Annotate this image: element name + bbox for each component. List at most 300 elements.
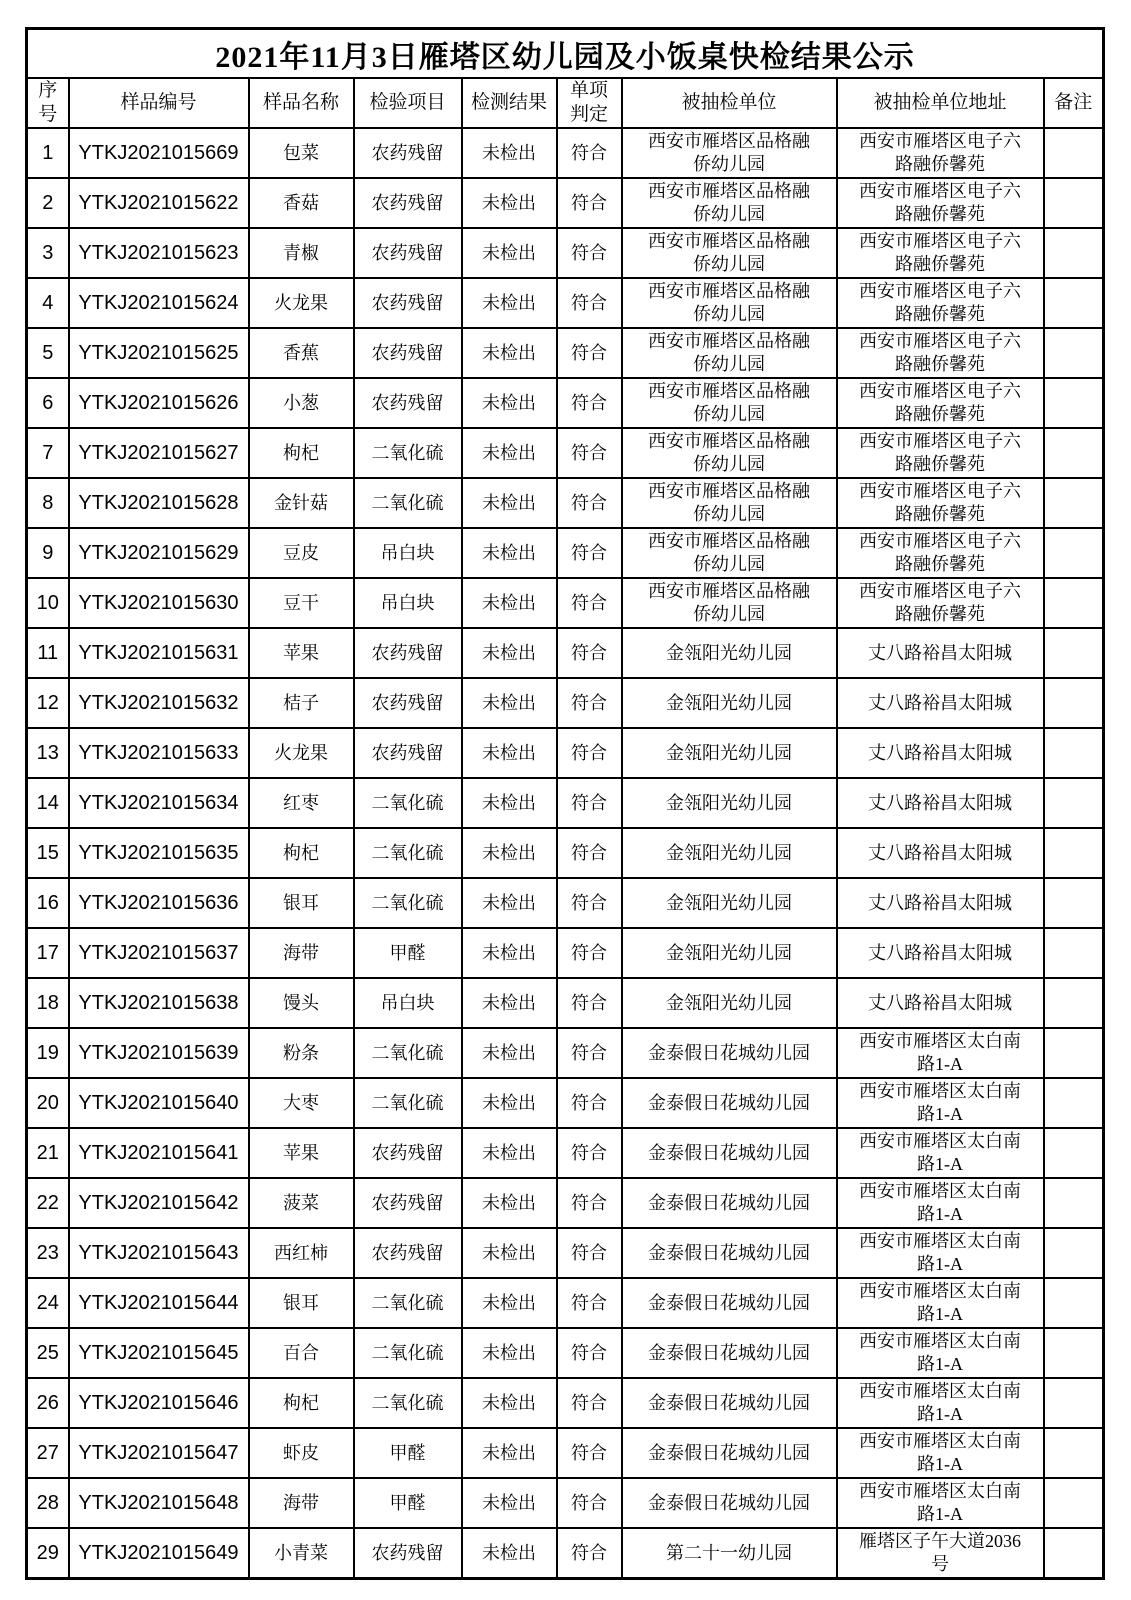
cell-name: 海带 [249, 1478, 354, 1528]
table-row [27, 628, 1104, 678]
cell-remark [1044, 1028, 1104, 1078]
cell-unit: 西安市雁塔区品格融侨幼儿园 [622, 578, 837, 628]
cell-item: 农药残留 [354, 328, 462, 378]
cell-address: 雁塔区子午大道2036号 [837, 1528, 1044, 1579]
table-row [27, 378, 1104, 428]
cell-no: 1 [27, 128, 69, 178]
cell-address: 西安市雁塔区电子六路融侨馨苑 [837, 478, 1044, 528]
table-row [27, 678, 1104, 728]
cell-judgment: 符合 [557, 1078, 622, 1128]
cell-remark [1044, 378, 1104, 428]
column-header-unit: 被抽检单位 [622, 78, 837, 128]
cell-remark [1044, 478, 1104, 528]
table-row [27, 928, 1104, 978]
cell-item: 农药残留 [354, 128, 462, 178]
cell-judgment: 符合 [557, 1228, 622, 1278]
cell-judgment: 符合 [557, 1378, 622, 1428]
cell-unit: 西安市雁塔区品格融侨幼儿园 [622, 128, 837, 178]
cell-judgment: 符合 [557, 228, 622, 278]
cell-judgment: 符合 [557, 128, 622, 178]
cell-name: 火龙果 [249, 728, 354, 778]
cell-remark [1044, 828, 1104, 878]
cell-result: 未检出 [462, 628, 557, 678]
cell-result: 未检出 [462, 1478, 557, 1528]
cell-remark [1044, 728, 1104, 778]
cell-result: 未检出 [462, 228, 557, 278]
cell-no: 2 [27, 178, 69, 228]
cell-judgment: 符合 [557, 478, 622, 528]
cell-sample_no: YTKJ2021015645 [69, 1328, 249, 1378]
cell-name: 海带 [249, 928, 354, 978]
cell-address: 丈八路裕昌太阳城 [837, 778, 1044, 828]
cell-item: 农药残留 [354, 178, 462, 228]
cell-remark [1044, 1378, 1104, 1428]
cell-unit: 金瓴阳光幼儿园 [622, 928, 837, 978]
cell-no: 22 [27, 1178, 69, 1228]
cell-address: 西安市雁塔区太白南路1-A [837, 1228, 1044, 1278]
cell-sample_no: YTKJ2021015633 [69, 728, 249, 778]
cell-item: 二氧化硫 [354, 1278, 462, 1328]
cell-judgment: 符合 [557, 578, 622, 628]
table-row [27, 878, 1104, 928]
cell-sample_no: YTKJ2021015646 [69, 1378, 249, 1428]
cell-remark [1044, 578, 1104, 628]
cell-judgment: 符合 [557, 1128, 622, 1178]
cell-judgment: 符合 [557, 778, 622, 828]
cell-no: 3 [27, 228, 69, 278]
table-row [27, 1128, 1104, 1178]
cell-address: 西安市雁塔区太白南路1-A [837, 1278, 1044, 1328]
cell-judgment: 符合 [557, 928, 622, 978]
cell-result: 未检出 [462, 928, 557, 978]
cell-result: 未检出 [462, 678, 557, 728]
cell-name: 香菇 [249, 178, 354, 228]
cell-sample_no: YTKJ2021015622 [69, 178, 249, 228]
cell-unit: 金瓴阳光幼儿园 [622, 828, 837, 878]
cell-no: 4 [27, 278, 69, 328]
cell-remark [1044, 1078, 1104, 1128]
cell-sample_no: YTKJ2021015639 [69, 1028, 249, 1078]
cell-name: 苹果 [249, 628, 354, 678]
cell-sample_no: YTKJ2021015624 [69, 278, 249, 328]
table-row [27, 178, 1104, 228]
cell-item: 二氧化硫 [354, 828, 462, 878]
cell-result: 未检出 [462, 1278, 557, 1328]
table-row [27, 228, 1104, 278]
cell-no: 23 [27, 1228, 69, 1278]
cell-item: 农药残留 [354, 228, 462, 278]
cell-sample_no: YTKJ2021015631 [69, 628, 249, 678]
cell-name: 粉条 [249, 1028, 354, 1078]
cell-judgment: 符合 [557, 1428, 622, 1478]
column-header-item: 检验项目 [354, 78, 462, 128]
cell-result: 未检出 [462, 578, 557, 628]
cell-judgment: 符合 [557, 278, 622, 328]
cell-judgment: 符合 [557, 178, 622, 228]
column-header-name: 样品名称 [249, 78, 354, 128]
cell-sample_no: YTKJ2021015626 [69, 378, 249, 428]
cell-judgment: 符合 [557, 878, 622, 928]
cell-item: 农药残留 [354, 628, 462, 678]
cell-judgment: 符合 [557, 428, 622, 478]
cell-sample_no: YTKJ2021015636 [69, 878, 249, 928]
cell-no: 27 [27, 1428, 69, 1478]
cell-item: 吊白块 [354, 578, 462, 628]
cell-address: 丈八路裕昌太阳城 [837, 728, 1044, 778]
cell-sample_no: YTKJ2021015644 [69, 1278, 249, 1328]
cell-item: 农药残留 [354, 1128, 462, 1178]
cell-no: 12 [27, 678, 69, 728]
cell-address: 西安市雁塔区太白南路1-A [837, 1178, 1044, 1228]
cell-address: 西安市雁塔区太白南路1-A [837, 1478, 1044, 1528]
cell-result: 未检出 [462, 1328, 557, 1378]
table-row [27, 778, 1104, 828]
cell-name: 豆干 [249, 578, 354, 628]
cell-unit: 西安市雁塔区品格融侨幼儿园 [622, 478, 837, 528]
cell-no: 18 [27, 978, 69, 1028]
header-row [27, 78, 1104, 128]
cell-result: 未检出 [462, 178, 557, 228]
table-row [27, 1028, 1104, 1078]
cell-sample_no: YTKJ2021015623 [69, 228, 249, 278]
cell-item: 农药残留 [354, 728, 462, 778]
cell-judgment: 符合 [557, 828, 622, 878]
cell-no: 17 [27, 928, 69, 978]
cell-remark [1044, 278, 1104, 328]
cell-sample_no: YTKJ2021015634 [69, 778, 249, 828]
cell-item: 农药残留 [354, 1228, 462, 1278]
cell-result: 未检出 [462, 1178, 557, 1228]
cell-unit: 金瓴阳光幼儿园 [622, 878, 837, 928]
cell-unit: 金泰假日花城幼儿园 [622, 1228, 837, 1278]
cell-result: 未检出 [462, 828, 557, 878]
cell-address: 西安市雁塔区电子六路融侨馨苑 [837, 528, 1044, 578]
cell-no: 10 [27, 578, 69, 628]
column-header-address: 被抽检单位地址 [837, 78, 1044, 128]
cell-address: 西安市雁塔区电子六路融侨馨苑 [837, 328, 1044, 378]
cell-name: 金针菇 [249, 478, 354, 528]
cell-result: 未检出 [462, 1528, 557, 1579]
cell-sample_no: YTKJ2021015669 [69, 128, 249, 178]
cell-no: 11 [27, 628, 69, 678]
cell-no: 5 [27, 328, 69, 378]
cell-item: 甲醛 [354, 1478, 462, 1528]
cell-unit: 西安市雁塔区品格融侨幼儿园 [622, 428, 837, 478]
cell-address: 西安市雁塔区太白南路1-A [837, 1128, 1044, 1178]
cell-address: 西安市雁塔区电子六路融侨馨苑 [837, 578, 1044, 628]
table-row [27, 1228, 1104, 1278]
column-header-result: 检测结果 [462, 78, 557, 128]
column-header-no: 序号 [27, 78, 69, 128]
cell-sample_no: YTKJ2021015635 [69, 828, 249, 878]
table-row [27, 1478, 1104, 1528]
table-row [27, 1428, 1104, 1478]
cell-name: 包菜 [249, 128, 354, 178]
cell-judgment: 符合 [557, 678, 622, 728]
table-row [27, 1178, 1104, 1228]
cell-item: 农药残留 [354, 1528, 462, 1579]
cell-unit: 金泰假日花城幼儿园 [622, 1128, 837, 1178]
cell-address: 丈八路裕昌太阳城 [837, 978, 1044, 1028]
table-row [27, 978, 1104, 1028]
cell-item: 二氧化硫 [354, 428, 462, 478]
table-row [27, 1078, 1104, 1128]
cell-judgment: 符合 [557, 1478, 622, 1528]
cell-remark [1044, 178, 1104, 228]
title-row [27, 29, 1104, 79]
cell-sample_no: YTKJ2021015627 [69, 428, 249, 478]
cell-judgment: 符合 [557, 1278, 622, 1328]
cell-result: 未检出 [462, 778, 557, 828]
cell-item: 吊白块 [354, 978, 462, 1028]
table-row [27, 828, 1104, 878]
cell-sample_no: YTKJ2021015638 [69, 978, 249, 1028]
table-row [27, 528, 1104, 578]
table-row [27, 1378, 1104, 1428]
cell-unit: 金瓴阳光幼儿园 [622, 778, 837, 828]
cell-name: 枸杞 [249, 828, 354, 878]
cell-result: 未检出 [462, 728, 557, 778]
cell-name: 豆皮 [249, 528, 354, 578]
cell-address: 西安市雁塔区电子六路融侨馨苑 [837, 378, 1044, 428]
cell-sample_no: YTKJ2021015647 [69, 1428, 249, 1478]
column-header-judgment: 单项判定 [557, 78, 622, 128]
cell-result: 未检出 [462, 878, 557, 928]
table-head [27, 29, 1104, 129]
cell-address: 西安市雁塔区电子六路融侨馨苑 [837, 278, 1044, 328]
cell-judgment: 符合 [557, 1028, 622, 1078]
cell-sample_no: YTKJ2021015637 [69, 928, 249, 978]
table-row [27, 578, 1104, 628]
cell-name: 大枣 [249, 1078, 354, 1128]
cell-result: 未检出 [462, 978, 557, 1028]
cell-item: 二氧化硫 [354, 1078, 462, 1128]
cell-remark [1044, 1178, 1104, 1228]
cell-no: 29 [27, 1528, 69, 1579]
table-row [27, 1328, 1104, 1378]
cell-address: 西安市雁塔区电子六路融侨馨苑 [837, 228, 1044, 278]
cell-result: 未检出 [462, 1378, 557, 1428]
table-row [27, 728, 1104, 778]
cell-no: 16 [27, 878, 69, 928]
table-row [27, 278, 1104, 328]
cell-sample_no: YTKJ2021015642 [69, 1178, 249, 1228]
cell-name: 苹果 [249, 1128, 354, 1178]
cell-item: 二氧化硫 [354, 478, 462, 528]
cell-no: 15 [27, 828, 69, 878]
cell-item: 甲醛 [354, 928, 462, 978]
cell-sample_no: YTKJ2021015628 [69, 478, 249, 528]
cell-sample_no: YTKJ2021015643 [69, 1228, 249, 1278]
cell-item: 二氧化硫 [354, 878, 462, 928]
cell-remark [1044, 1328, 1104, 1378]
cell-name: 虾皮 [249, 1428, 354, 1478]
cell-result: 未检出 [462, 1428, 557, 1478]
cell-address: 丈八路裕昌太阳城 [837, 828, 1044, 878]
cell-name: 西红柿 [249, 1228, 354, 1278]
table-row [27, 1528, 1104, 1579]
cell-sample_no: YTKJ2021015632 [69, 678, 249, 728]
cell-remark [1044, 1278, 1104, 1328]
cell-unit: 金瓴阳光幼儿园 [622, 728, 837, 778]
cell-judgment: 符合 [557, 978, 622, 1028]
cell-name: 枸杞 [249, 1378, 354, 1428]
page-title: 2021年11月3日雁塔区幼儿园及小饭桌快检结果公示 [27, 29, 1104, 79]
cell-address: 西安市雁塔区太白南路1-A [837, 1078, 1044, 1128]
table-row [27, 428, 1104, 478]
cell-no: 13 [27, 728, 69, 778]
cell-result: 未检出 [462, 1228, 557, 1278]
cell-item: 农药残留 [354, 278, 462, 328]
cell-unit: 金泰假日花城幼儿园 [622, 1078, 837, 1128]
cell-item: 农药残留 [354, 678, 462, 728]
column-header-remark: 备注 [1044, 78, 1104, 128]
inspection-results-table [25, 27, 1105, 1580]
cell-result: 未检出 [462, 1028, 557, 1078]
cell-address: 西安市雁塔区电子六路融侨馨苑 [837, 428, 1044, 478]
cell-unit: 金泰假日花城幼儿园 [622, 1028, 837, 1078]
cell-name: 银耳 [249, 1278, 354, 1328]
cell-unit: 金泰假日花城幼儿园 [622, 1328, 837, 1378]
cell-no: 7 [27, 428, 69, 478]
table-row [27, 1278, 1104, 1328]
cell-remark [1044, 928, 1104, 978]
cell-judgment: 符合 [557, 528, 622, 578]
cell-remark [1044, 628, 1104, 678]
cell-item: 吊白块 [354, 528, 462, 578]
cell-remark [1044, 1228, 1104, 1278]
cell-sample_no: YTKJ2021015640 [69, 1078, 249, 1128]
cell-item: 二氧化硫 [354, 778, 462, 828]
cell-unit: 西安市雁塔区品格融侨幼儿园 [622, 228, 837, 278]
cell-item: 二氧化硫 [354, 1028, 462, 1078]
cell-unit: 第二十一幼儿园 [622, 1528, 837, 1579]
cell-remark [1044, 1428, 1104, 1478]
cell-remark [1044, 1128, 1104, 1178]
cell-judgment: 符合 [557, 1178, 622, 1228]
cell-remark [1044, 678, 1104, 728]
cell-result: 未检出 [462, 328, 557, 378]
cell-unit: 金瓴阳光幼儿园 [622, 978, 837, 1028]
cell-name: 枸杞 [249, 428, 354, 478]
cell-no: 8 [27, 478, 69, 528]
cell-name: 馒头 [249, 978, 354, 1028]
cell-no: 28 [27, 1478, 69, 1528]
cell-result: 未检出 [462, 128, 557, 178]
cell-sample_no: YTKJ2021015625 [69, 328, 249, 378]
cell-remark [1044, 128, 1104, 178]
cell-judgment: 符合 [557, 728, 622, 778]
cell-judgment: 符合 [557, 628, 622, 678]
cell-address: 丈八路裕昌太阳城 [837, 678, 1044, 728]
cell-address: 西安市雁塔区太白南路1-A [837, 1378, 1044, 1428]
cell-name: 香蕉 [249, 328, 354, 378]
cell-unit: 金泰假日花城幼儿园 [622, 1378, 837, 1428]
cell-judgment: 符合 [557, 378, 622, 428]
cell-no: 21 [27, 1128, 69, 1178]
cell-result: 未检出 [462, 1078, 557, 1128]
cell-name: 小葱 [249, 378, 354, 428]
cell-result: 未检出 [462, 378, 557, 428]
cell-unit: 金泰假日花城幼儿园 [622, 1478, 837, 1528]
cell-remark [1044, 428, 1104, 478]
cell-unit: 金泰假日花城幼儿园 [622, 1428, 837, 1478]
cell-remark [1044, 328, 1104, 378]
cell-no: 24 [27, 1278, 69, 1328]
cell-result: 未检出 [462, 278, 557, 328]
cell-sample_no: YTKJ2021015648 [69, 1478, 249, 1528]
cell-remark [1044, 1478, 1104, 1528]
cell-item: 甲醛 [354, 1428, 462, 1478]
cell-address: 西安市雁塔区太白南路1-A [837, 1328, 1044, 1378]
cell-address: 西安市雁塔区电子六路融侨馨苑 [837, 128, 1044, 178]
cell-name: 火龙果 [249, 278, 354, 328]
cell-no: 6 [27, 378, 69, 428]
cell-remark [1044, 228, 1104, 278]
cell-address: 丈八路裕昌太阳城 [837, 628, 1044, 678]
cell-sample_no: YTKJ2021015629 [69, 528, 249, 578]
table-body [27, 128, 1104, 1579]
table-row [27, 328, 1104, 378]
cell-remark [1044, 1528, 1104, 1579]
cell-item: 农药残留 [354, 378, 462, 428]
cell-address: 西安市雁塔区太白南路1-A [837, 1028, 1044, 1078]
cell-name: 百合 [249, 1328, 354, 1378]
cell-no: 14 [27, 778, 69, 828]
cell-judgment: 符合 [557, 1528, 622, 1579]
cell-unit: 金泰假日花城幼儿园 [622, 1178, 837, 1228]
cell-unit: 金瓴阳光幼儿园 [622, 628, 837, 678]
cell-judgment: 符合 [557, 328, 622, 378]
cell-name: 青椒 [249, 228, 354, 278]
column-header-sample-no: 样品编号 [69, 78, 249, 128]
cell-no: 19 [27, 1028, 69, 1078]
cell-unit: 西安市雁塔区品格融侨幼儿园 [622, 178, 837, 228]
cell-address: 西安市雁塔区太白南路1-A [837, 1428, 1044, 1478]
cell-item: 二氧化硫 [354, 1328, 462, 1378]
cell-result: 未检出 [462, 1128, 557, 1178]
cell-unit: 西安市雁塔区品格融侨幼儿园 [622, 328, 837, 378]
cell-no: 26 [27, 1378, 69, 1428]
cell-remark [1044, 878, 1104, 928]
cell-no: 9 [27, 528, 69, 578]
cell-item: 二氧化硫 [354, 1378, 462, 1428]
cell-address: 丈八路裕昌太阳城 [837, 928, 1044, 978]
cell-name: 银耳 [249, 878, 354, 928]
cell-address: 丈八路裕昌太阳城 [837, 878, 1044, 928]
cell-name: 桔子 [249, 678, 354, 728]
cell-unit: 西安市雁塔区品格融侨幼儿园 [622, 528, 837, 578]
table-row [27, 478, 1104, 528]
cell-name: 菠菜 [249, 1178, 354, 1228]
cell-item: 农药残留 [354, 1178, 462, 1228]
cell-remark [1044, 528, 1104, 578]
cell-name: 红枣 [249, 778, 354, 828]
cell-no: 25 [27, 1328, 69, 1378]
cell-unit: 西安市雁塔区品格融侨幼儿园 [622, 378, 837, 428]
cell-result: 未检出 [462, 478, 557, 528]
cell-result: 未检出 [462, 528, 557, 578]
cell-sample_no: YTKJ2021015630 [69, 578, 249, 628]
cell-remark [1044, 978, 1104, 1028]
cell-judgment: 符合 [557, 1328, 622, 1378]
table-row [27, 128, 1104, 178]
cell-unit: 西安市雁塔区品格融侨幼儿园 [622, 278, 837, 328]
cell-unit: 金泰假日花城幼儿园 [622, 1278, 837, 1328]
cell-sample_no: YTKJ2021015641 [69, 1128, 249, 1178]
cell-no: 20 [27, 1078, 69, 1128]
cell-sample_no: YTKJ2021015649 [69, 1528, 249, 1579]
